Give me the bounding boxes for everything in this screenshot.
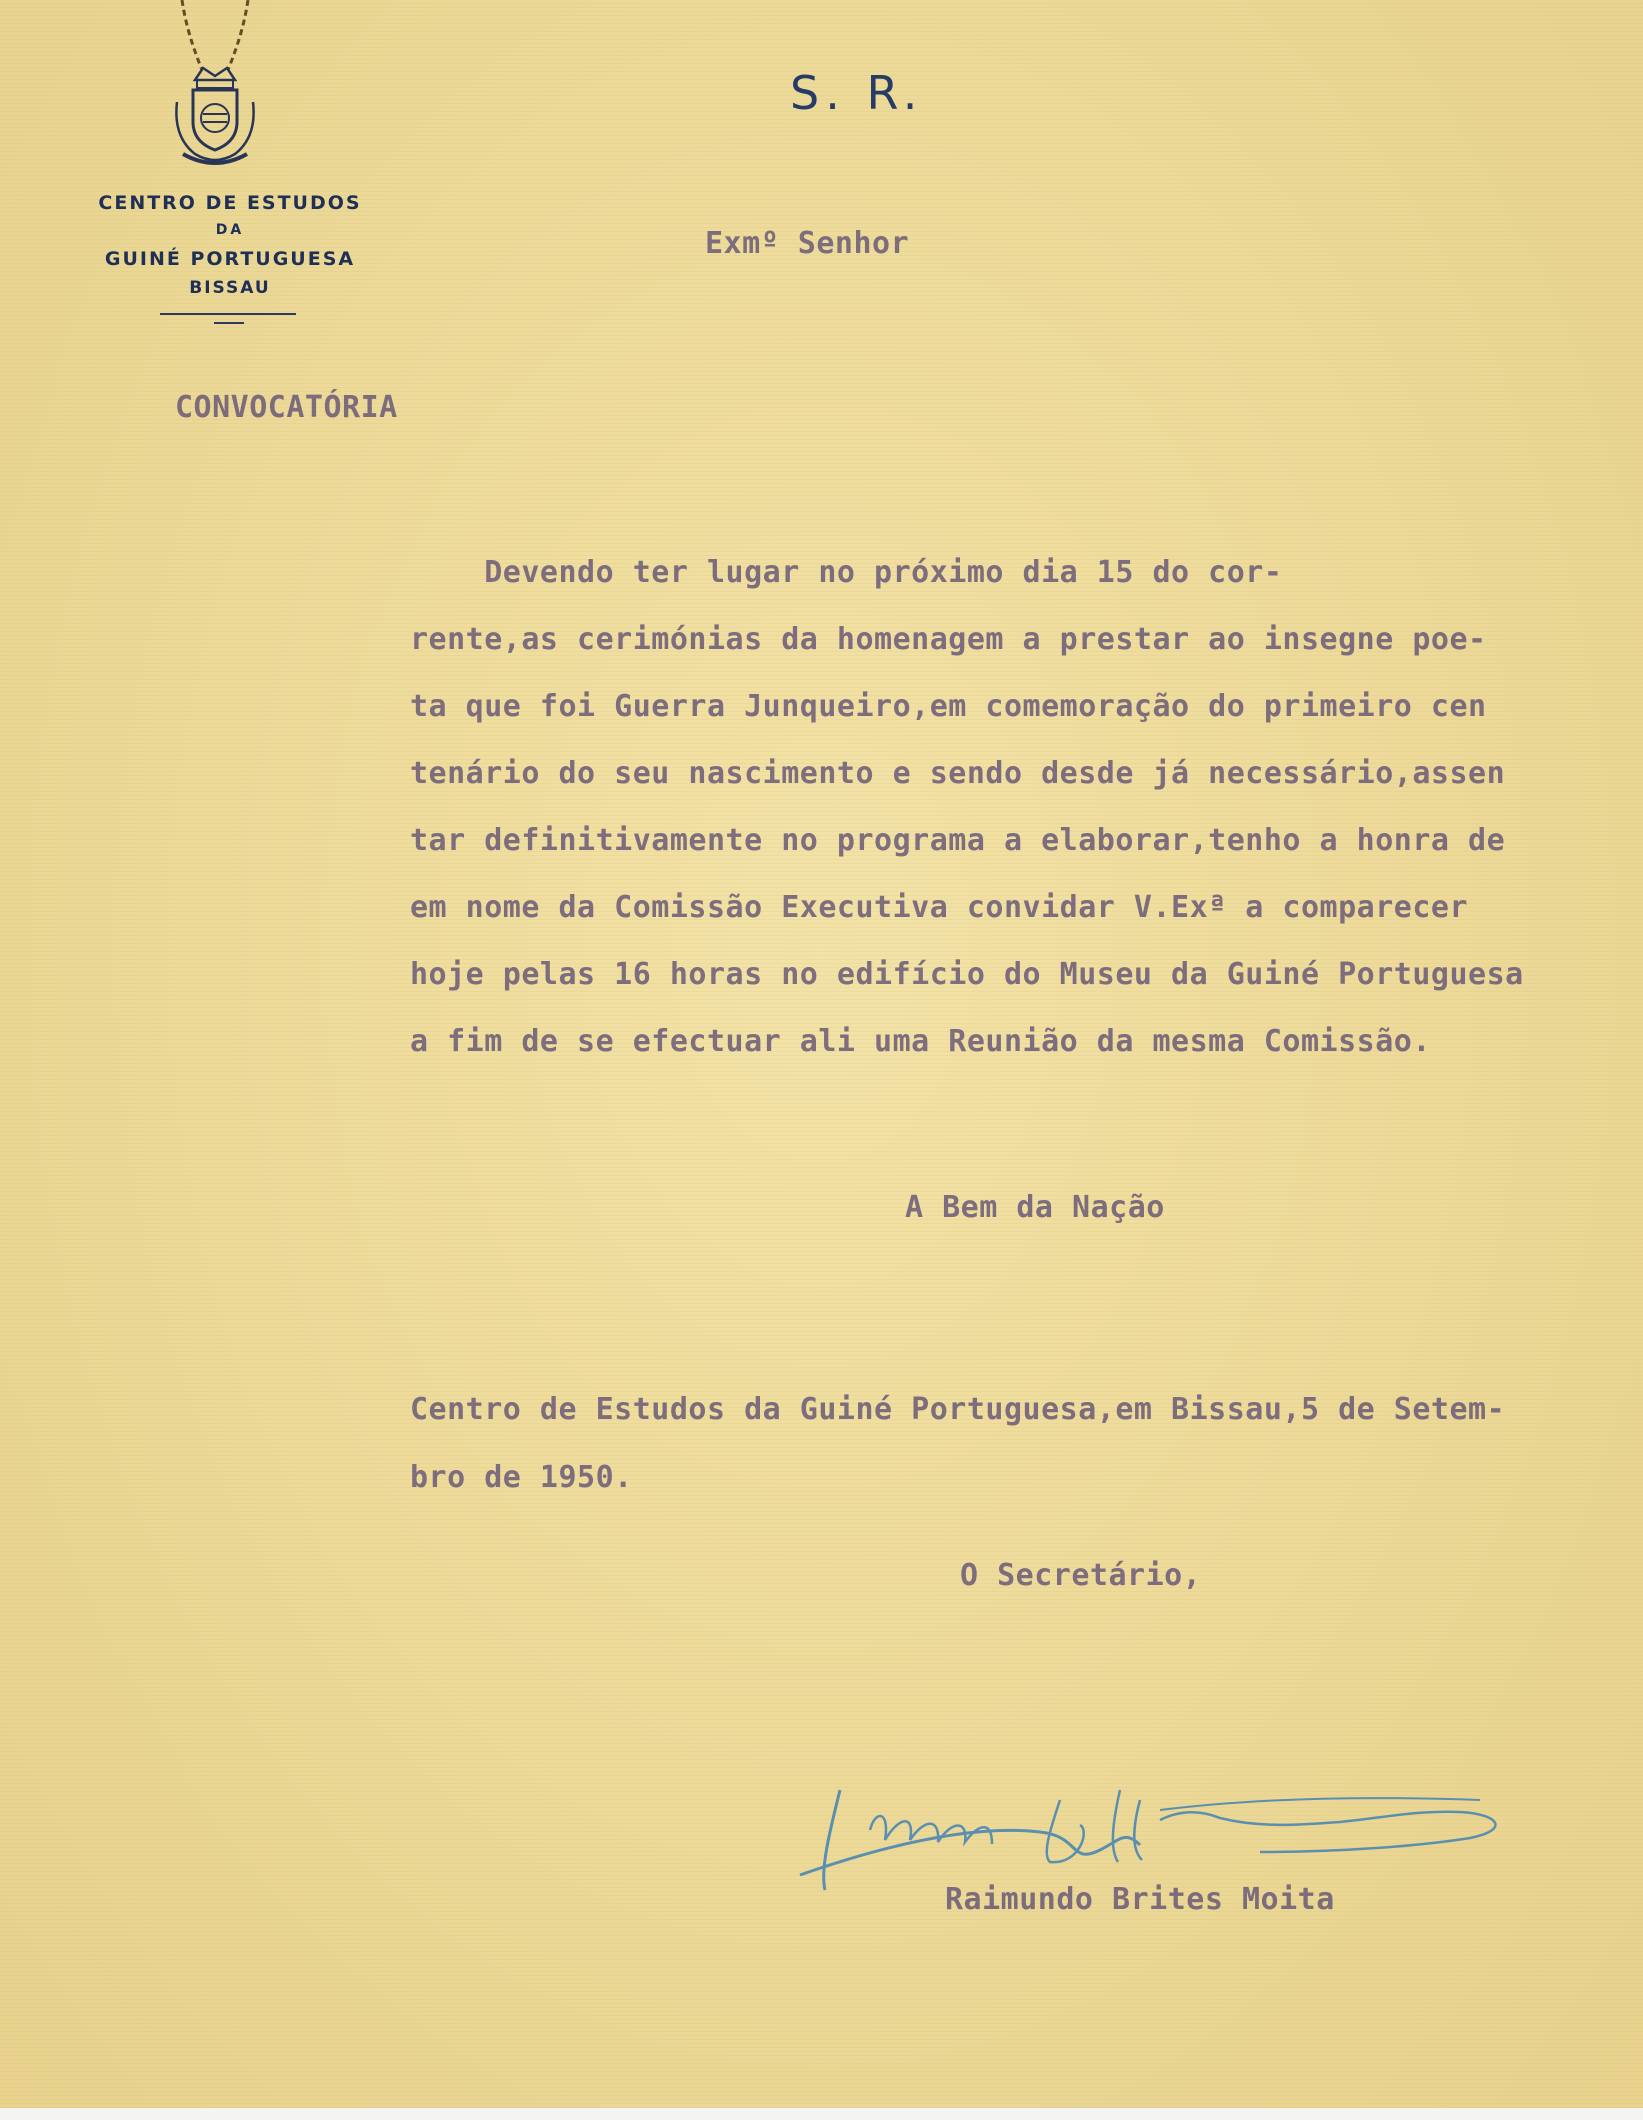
header-mark: S. R. — [790, 66, 924, 120]
letterhead-rule — [160, 313, 296, 315]
body-line-3: ta que foi Guerra Junqueiro,em comemoração do primeiro cen — [410, 689, 1487, 724]
letterhead-line-3: GUINÉ PORTUGUESA — [104, 248, 356, 270]
body-line-5: tar definitivamente no programa a elaborar,tenho a honra de — [410, 823, 1506, 858]
place-date-line-1: Centro de Estudos da Guiné Portuguesa,em Bissau,5 de Setem- — [410, 1392, 1506, 1427]
signoff: O Secretário, — [960, 1558, 1202, 1593]
body-line-6: em nome da Comissão Executiva convidar V.Exª a comparecer — [410, 890, 1469, 925]
letterhead-line-2: DA — [215, 222, 245, 238]
letterhead-line-1: CENTRO DE ESTUDOS — [98, 192, 362, 214]
letterhead-line-4: BISSAU — [189, 278, 271, 298]
closing-formula: A Bem da Nação — [905, 1190, 1165, 1225]
body-line-4: tenário do seu nascimento e sendo desde já necessário,assen — [410, 756, 1506, 791]
salutation: Exmº Senhor — [705, 226, 910, 261]
body-line-8: a fim de se efectuar ali uma Reunião da mesma Comissão. — [410, 1024, 1431, 1059]
body-line-7: hoje pelas 16 horas no edifício do Museu da Guiné Portuguesa — [410, 957, 1524, 992]
place-date-line-2: bro de 1950. — [410, 1460, 633, 1495]
signatory-name: Raimundo Brites Moita — [945, 1882, 1335, 1917]
body-line-2: rente,as cerimónias da homenagem a prestar ao insegne poe- — [410, 622, 1487, 657]
scan-border — [0, 2108, 1643, 2120]
document-heading: CONVOCATÓRIA — [175, 390, 398, 425]
coat-of-arms-icon — [165, 62, 265, 172]
handwritten-signature-icon — [780, 1770, 1540, 1900]
letterhead-rule-short — [214, 322, 244, 324]
body-line-1: Devendo ter lugar no próximo dia 15 do cor- — [410, 555, 1283, 590]
